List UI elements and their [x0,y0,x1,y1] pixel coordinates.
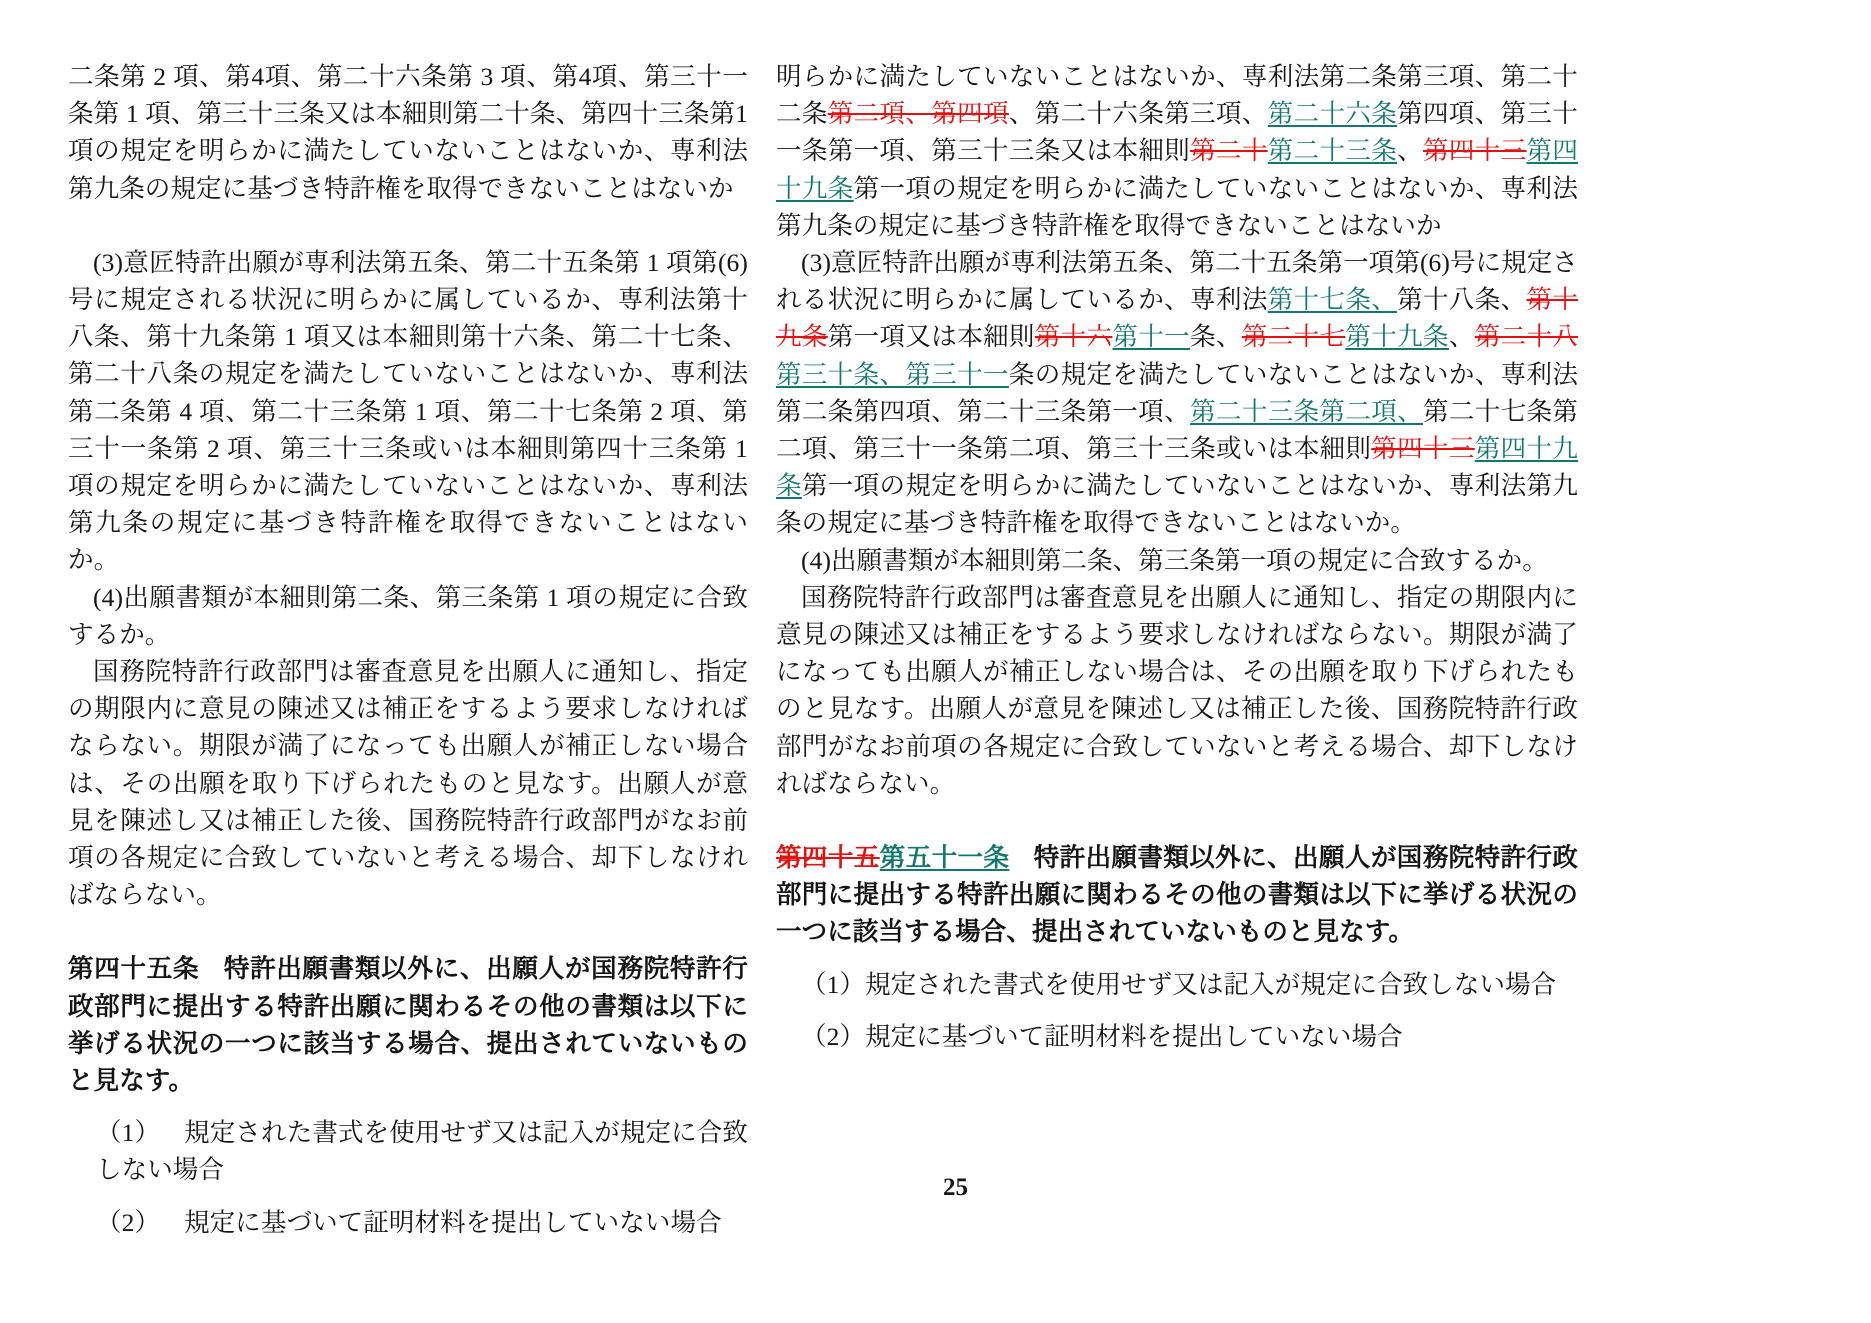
deleted-text: 第二十 [1190,136,1268,166]
right-paragraph-notice: 国務院特許行政部門は審査意見を出願人に通知し、指定の期限内に意見の陳述又は補正をするよう要求しなければならない。期限が満了になっても出願人が補正しない場合は、その出願を取り下げられたものと見なす。出願人が意見を陳述し又は補正した後、国務院特許行政部門がなお前項の各規定に合致していないと考える場合、却下しなければならない。 [776,582,1578,798]
inserted-text: 第四十九条 [776,434,1579,501]
right-column-revised [776,58,1578,1055]
deleted-text: 第二十八 [1474,322,1578,352]
right-list-marker-2: （2） [801,1021,866,1051]
body-text: (3)意匠特許出願が専利法第五条、第二十五条第一項第(6)号に規定される状況に明らかに属しているか、専利法 [776,248,1578,315]
left-article-body: 特許出願書類以外に、出願人が国務院特許行政部門に提出する特許出願に関わるその他の書類は以下に挙げる状況の一つに該当する場合、提出されていないものと見なす。 [68,954,748,1096]
left-list-item-2 [68,1204,748,1241]
inserted-text: 第十一 [1112,322,1191,352]
left-list-text-1: 規定された書式を使用せず又は記入が規定に合致しない場合 [96,1118,748,1185]
left-paragraph-notice: 国務院特許行政部門は審査意見を出願人に通知し、指定の期限内に意見の陳述又は補正をするよう要求しなければならない。期限が満了になっても出願人が補正しない場合は、その出願を取り下げられたものと見なす。出願人が意見を陳述し又は補正した後、国務院特許行政部門がなお前項の各規定に合致していないと考える場合、却下しなければならない。 [68,657,748,910]
inserted-text: 第四十九条 [776,136,1578,203]
right-paragraph-item-3 [776,244,1578,542]
left-list-marker-1: （1） [96,1118,161,1148]
deleted-text: 第十九条 [776,285,1578,352]
right-list-marker-1: （1） [801,969,866,999]
left-article-heading [68,950,748,1099]
left-article-number: 第四十五条 [68,954,200,984]
list-spacer [776,1003,1578,1018]
two-column-layout [68,58,1578,1241]
page-number: 25 [943,1174,968,1201]
left-paragraph-item-4: (4)出願書類が本細則第二条、第三条第 1 項の規定に合致するか。 [68,582,748,649]
body-text: 第一項又は本細則 [827,322,1035,352]
body-text: 第一項の規定を明らかに満たしていないことはないか、専利法第九条の規定に基づき特許権を取得できないことはないか [776,173,1578,240]
deleted-text: 第二項、第四項 [827,99,1009,129]
left-paragraph-item-3: (3)意匠特許出願が専利法第五条、第二十五条第 1 項第(6)号に規定される状況に明らかに属しているか、専利法第十八条、第十九条第 1 項又は本細則第十六条、第二十七条、第二十八条の規定を満たしていないことはないか、専利法第二条第 4 項、第二十三条第 1 項、第二十七条第 2 項、第三十一条第 2 項、第三十三条或いは本細則第四十三条第 1 項の規定を明らかに満たしていないことはないか、専利法第九条の規定に基づき特許権を取得できないことはないか。 [68,247,748,575]
paragraph-spacer [776,802,1578,839]
paragraph-spacer [68,207,748,244]
right-article-number-deleted: 第四十五 [776,843,880,873]
right-list-text-1: 規定された書式を使用せず又は記入が規定に合致しない場合 [865,969,1557,999]
page-footer [0,1174,1871,1202]
left-list-marker-2: （2） [96,1207,161,1237]
left-list-text-2: 規定に基づいて証明材料を提出していない場合 [184,1207,722,1237]
body-text: 、 [1448,322,1475,352]
right-article-heading [776,839,1578,951]
inserted-text: 第二十三条第二項、 [1190,396,1423,426]
inserted-text: 第二十三条 [1267,136,1398,166]
body-text: 第一項の規定を明らかに満たしていないことはないか、専利法第九条の規定に基づき特許権を取得できないことはないか。 [776,471,1578,538]
paragraph-spacer [68,913,748,950]
inserted-text: 第三十条、第三十一 [776,359,1009,389]
body-text: 第十八条、 [1397,285,1527,315]
inserted-text: 第二十六条 [1267,99,1398,129]
body-text: 条、 [1190,322,1242,352]
deleted-text: 第四十三 [1371,434,1475,464]
deleted-text: 第四十三 [1423,136,1527,166]
left-column-original [68,58,748,1241]
list-spacer [776,951,1578,966]
right-paragraph-item-4: (4)出願書類が本細則第二条、第三条第一項の規定に合致するか。 [801,545,1548,575]
inserted-text: 第十九条 [1345,322,1449,352]
body-text: 、第二十六条第三項、 [1008,99,1268,129]
deleted-text: 第二十七 [1241,322,1346,352]
inserted-text: 第十七条、 [1267,285,1398,315]
body-text: 第四項、第三十一条第一項、第三十三条又は本細則 [776,99,1578,166]
body-text: 条の規定を満たしていないことはないか、専利法第二条第四項、第二十三条第一項、 [776,359,1578,426]
right-article-body: 特許出願書類以外に、出願人が国務院特許行政部門に提出する特許出願に関わるその他の書類は以下に挙げる状況の一つに該当する場合、提出されていないものと見なす。 [776,843,1578,947]
list-spacer [68,1099,748,1114]
right-paragraph-continuation [776,58,1578,244]
body-text: 明らかに満たしていないことはないか、専利法第二条第三項、第二十二条 [776,62,1578,129]
body-text: 、 [1397,136,1423,166]
right-list-item-2 [776,1018,1578,1055]
right-list-text-2: 規定に基づいて証明材料を提出していない場合 [865,1021,1403,1051]
right-list-item-1 [776,966,1578,1003]
right-article-number-inserted: 第五十一条 [879,843,1010,873]
left-paragraph-continuation: 二条第 2 項、第4項、第二十六条第 3 項、第4項、第三十一条第 1 項、第三十三条又は本細則第二十条、第四十三条第1項の規定を明らかに満たしていないことはないか、専利法第九条の規定に基づき特許権を取得できないことはないか [68,62,748,203]
body-text: 第二十七条第二項、第三十一条第二項、第三十三条或いは本細則 [776,396,1578,464]
deleted-text: 第十六 [1034,322,1113,352]
